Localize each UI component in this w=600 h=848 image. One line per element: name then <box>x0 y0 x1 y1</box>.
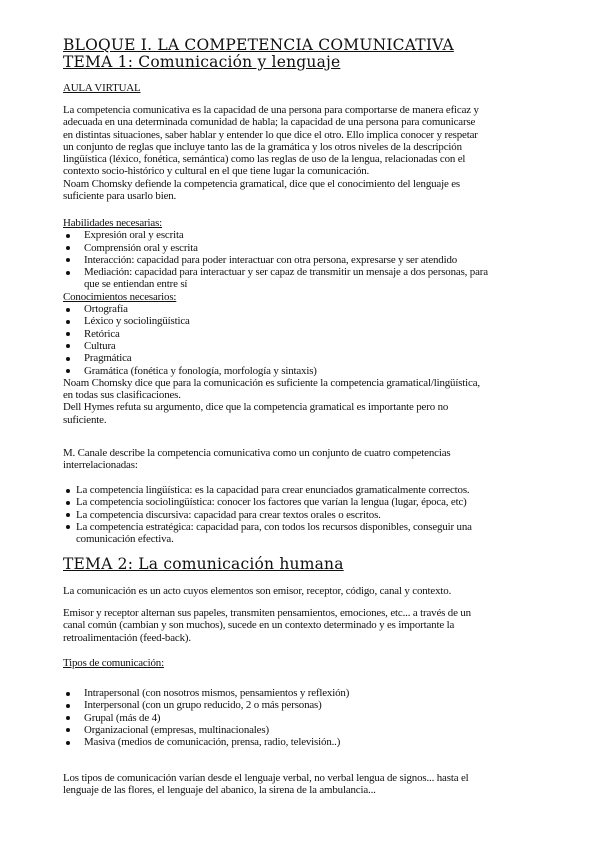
text-line: Noam Chomsky dice que para la comunicación es suficiente la competencia gramatical/lingüística, <box>63 376 480 389</box>
tema1-heading: TEMA 1: Comunicación y lenguaje <box>63 53 341 71</box>
list-item: Gramática (fonética y fonología, morfología y sintaxis) <box>63 365 553 377</box>
canale-list <box>63 484 553 545</box>
text-line: Los tipos de comunicación varían desde el lenguaje verbal, no verbal lengua de signos... hasta el <box>63 772 469 784</box>
list-item: Retórica <box>63 328 553 340</box>
section-heading: Conocimientos necesarios: <box>63 290 177 303</box>
text-line: suficiente. <box>63 413 107 426</box>
list-item: Comprensión oral y escrita <box>63 242 553 254</box>
list-item: Cultura <box>63 340 553 352</box>
text-line: M. Canale describe la competencia comunicativa como un conjunto de cuatro competencias <box>63 447 451 459</box>
text-line: suficiente para usarlo bien. <box>63 190 177 203</box>
tipos-list <box>63 687 553 748</box>
list-item-continuation: comunicación efectiva. <box>76 533 174 546</box>
paragraph-competencia <box>63 104 553 202</box>
tema2-heading: TEMA 2: La comunicación humana <box>63 555 344 573</box>
list-item: Mediación: capacidad para interactuar y ser capaz de transmitir un mensaje a dos personas, para <box>63 266 553 278</box>
list-item: La competencia sociolingüística: conocer los factores que varían la lengua (lugar, época, etc) <box>63 496 553 508</box>
text-line: canal común (cambian y son muchos), sucede en un contexto determinado y es importante la <box>63 619 455 632</box>
text-line: interrelacionadas: <box>63 459 138 472</box>
document-title: BLOQUE I. LA COMPETENCIA COMUNICATIVA <box>63 36 454 54</box>
section-heading: Tipos de comunicación: <box>63 657 164 669</box>
list-item: Expresión oral y escrita <box>63 229 553 241</box>
paragraph-emisor <box>63 607 553 644</box>
text-line: Dell Hymes refuta su argumento, dice que la competencia gramatical es importante pero no <box>63 401 449 414</box>
text-line: Emisor y receptor alternan sus papeles, transmiten pensamientos, emociones, etc... a través de un <box>63 607 471 619</box>
text-line: Noam Chomsky defiende la competencia gramatical, dice que el conocimiento del lenguaje es <box>63 177 461 190</box>
text-line: La comunicación es un acto cuyos elementos son emisor, receptor, código, canal y contexto. <box>63 585 452 597</box>
text-line: lenguaje de las flores, el lenguaje del abanico, la sirena de la ambulancia... <box>63 784 376 797</box>
list-item: Organizacional (empresas, multinacionales) <box>63 724 553 736</box>
list-item: Intrapersonal (con nosotros mismos, pensamientos y reflexión) <box>63 687 553 699</box>
habilidades-section <box>63 217 553 426</box>
list-item-continuation: que se entiendan entre sí <box>84 278 188 291</box>
list-item: Ortografía <box>63 303 553 315</box>
text-line: en todas sus clasificaciones. <box>63 389 181 402</box>
list-item: Interacción: capacidad para poder interactuar con otra persona, expresarse y ser atendido <box>63 254 553 266</box>
text-line: contexto socio-histórico y cultural en el que tiene lugar la comunicación. <box>63 165 370 178</box>
list-item: La competencia discursiva: capacidad para crear textos orales o escritos. <box>63 509 553 521</box>
list-item: La competencia estratégica: capacidad para, con todos los recursos disponibles, conseguir una <box>63 521 553 533</box>
paragraph-tipos <box>63 772 553 797</box>
list-item: Grupal (más de 4) <box>63 712 553 724</box>
paragraph-elementos <box>63 585 553 597</box>
section-heading: Habilidades necesarias: <box>63 217 163 229</box>
list-item: Interpersonal (con un grupo reducido, 2 o más personas) <box>63 699 553 711</box>
text-line: retroalimentación (feed-back). <box>63 631 191 644</box>
list-item: Masiva (medios de comunicación, prensa, radio, televisión..) <box>63 736 553 748</box>
text-line: en distintas situaciones, saber hablar y entender lo que dice el otro. Ello implica conocer y respetar <box>63 128 478 141</box>
text-line: un conjunto de reglas que incluye tanto las de la gramática y los otros niveles de la descripción <box>63 140 462 153</box>
tipos-heading <box>63 657 553 669</box>
aula-virtual-label <box>63 82 553 94</box>
text-line: adecuada en una determinada comunidad de habla; la capacidad de una persona para comunicarse <box>63 116 476 129</box>
list-item: Pragmática <box>63 352 553 364</box>
list-item: La competencia lingüística: es la capacidad para crear enunciados gramaticalmente correctos. <box>63 484 553 496</box>
list-item: Léxico y sociolingüística <box>63 315 553 327</box>
text-line: lingüística (léxico, fonética, semántica) como las reglas de uso de la lengua, relacionadas con el <box>63 153 466 166</box>
paragraph-canale <box>63 447 553 472</box>
aula-virtual-text: AULA VIRTUAL <box>63 82 141 94</box>
text-line: La competencia comunicativa es la capacidad de una persona para comportarse de manera eficaz y <box>63 104 479 116</box>
